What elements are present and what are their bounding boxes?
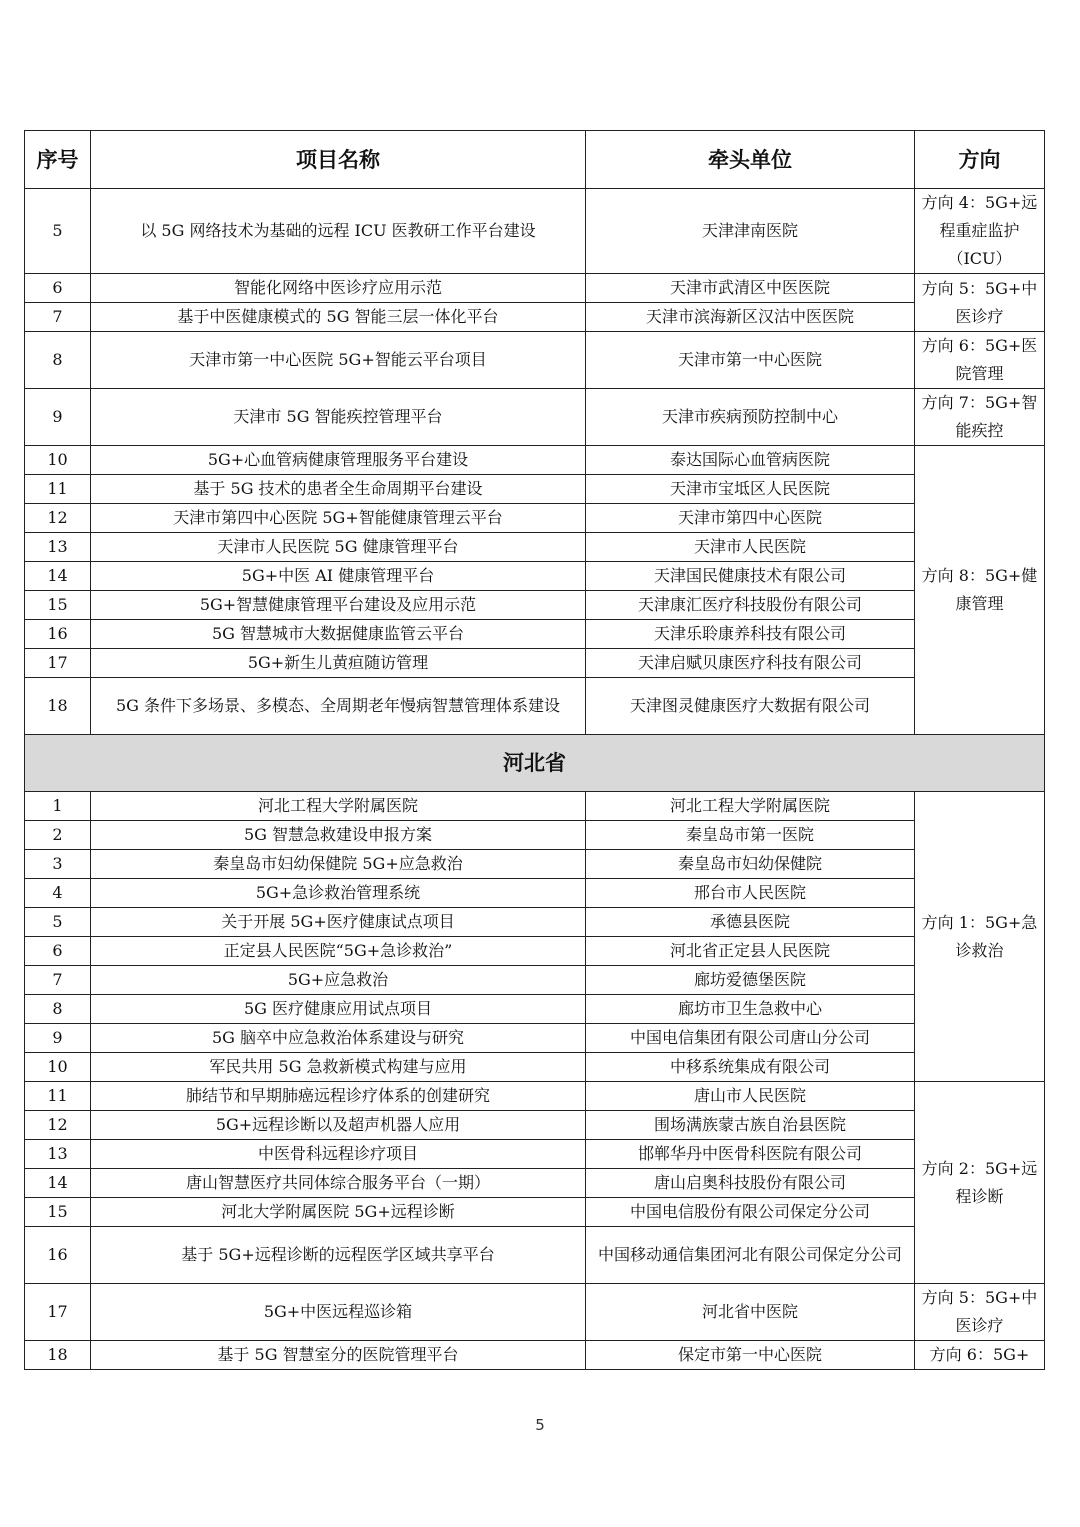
cell-project-name: 天津市人民医院 5G 健康管理平台	[91, 533, 586, 562]
cell-lead-unit: 邯郸华丹中医骨科医院有限公司	[586, 1140, 915, 1169]
cell-seq: 14	[25, 1169, 91, 1198]
table-row	[25, 1341, 1045, 1370]
table-row	[25, 1169, 1045, 1198]
cell-lead-unit: 河北工程大学附属医院	[586, 792, 915, 821]
cell-lead-unit: 天津市疾病预防控制中心	[586, 389, 915, 446]
cell-lead-unit: 河北省中医院	[586, 1284, 915, 1341]
cell-lead-unit: 天津国民健康技术有限公司	[586, 562, 915, 591]
cell-lead-unit: 廊坊爱德堡医院	[586, 966, 915, 995]
cell-seq: 8	[25, 332, 91, 389]
cell-project-name: 正定县人民医院“5G+急诊救治”	[91, 937, 586, 966]
cell-project-name: 基于 5G+远程诊断的远程医学区域共享平台	[91, 1227, 586, 1284]
cell-seq: 17	[25, 649, 91, 678]
cell-seq: 10	[25, 446, 91, 475]
cell-lead-unit: 中移系统集成有限公司	[586, 1053, 915, 1082]
table-row	[25, 1082, 1045, 1111]
table-row	[25, 562, 1045, 591]
table-row	[25, 966, 1045, 995]
header-seq: 序号	[25, 131, 91, 189]
cell-lead-unit: 天津市宝坻区人民医院	[586, 475, 915, 504]
table-row	[25, 591, 1045, 620]
cell-project-name: 天津市第四中心医院 5G+智能健康管理云平台	[91, 504, 586, 533]
table-row	[25, 504, 1045, 533]
table-row	[25, 937, 1045, 966]
cell-direction: 方向 8：5G+健康管理	[915, 446, 1045, 735]
cell-lead-unit: 廊坊市卫生急救中心	[586, 995, 915, 1024]
cell-lead-unit: 天津市武清区中医医院	[586, 274, 915, 303]
page-number: 5	[535, 1416, 545, 1434]
cell-lead-unit: 天津市人民医院	[586, 533, 915, 562]
cell-project-name: 关于开展 5G+医疗健康试点项目	[91, 908, 586, 937]
cell-seq: 6	[25, 937, 91, 966]
table-row	[25, 332, 1045, 389]
cell-seq: 16	[25, 1227, 91, 1284]
cell-project-name: 河北工程大学附属医院	[91, 792, 586, 821]
header-direction: 方向	[915, 131, 1045, 189]
cell-seq: 2	[25, 821, 91, 850]
table-row	[25, 908, 1045, 937]
cell-project-name: 5G+应急救治	[91, 966, 586, 995]
cell-project-name: 河北大学附属医院 5G+远程诊断	[91, 1198, 586, 1227]
cell-seq: 7	[25, 966, 91, 995]
cell-seq: 12	[25, 1111, 91, 1140]
cell-direction: 方向 4：5G+远程重症监护（ICU）	[915, 189, 1045, 274]
cell-project-name: 5G+新生儿黄疸随访管理	[91, 649, 586, 678]
cell-lead-unit: 围场满族蒙古族自治县医院	[586, 1111, 915, 1140]
cell-project-name: 秦皇岛市妇幼保健院 5G+应急救治	[91, 850, 586, 879]
table-row	[25, 1111, 1045, 1140]
project-table	[24, 130, 1045, 1370]
cell-direction: 方向 6：5G+医院管理	[915, 332, 1045, 389]
cell-seq: 5	[25, 189, 91, 274]
cell-direction: 方向 2：5G+远程诊断	[915, 1082, 1045, 1284]
table-row	[25, 274, 1045, 303]
table-row	[25, 821, 1045, 850]
cell-seq: 13	[25, 533, 91, 562]
table-row	[25, 533, 1045, 562]
table-header-row	[25, 131, 1045, 189]
cell-lead-unit: 天津市第一中心医院	[586, 332, 915, 389]
cell-seq: 18	[25, 678, 91, 735]
cell-project-name: 5G 医疗健康应用试点项目	[91, 995, 586, 1024]
cell-seq: 9	[25, 1024, 91, 1053]
cell-seq: 5	[25, 908, 91, 937]
table-row	[25, 446, 1045, 475]
cell-project-name: 基于中医健康模式的 5G 智能三层一体化平台	[91, 303, 586, 332]
cell-seq: 13	[25, 1140, 91, 1169]
table-row	[25, 1198, 1045, 1227]
cell-seq: 17	[25, 1284, 91, 1341]
cell-direction: 方向 1：5G+急诊救治	[915, 792, 1045, 1082]
table-row	[25, 649, 1045, 678]
cell-project-name: 5G+急诊救治管理系统	[91, 879, 586, 908]
cell-seq: 7	[25, 303, 91, 332]
cell-project-name: 唐山智慧医疗共同体综合服务平台（一期）	[91, 1169, 586, 1198]
table-row	[25, 303, 1045, 332]
header-lead-unit: 牵头单位	[586, 131, 915, 189]
cell-lead-unit: 唐山市人民医院	[586, 1082, 915, 1111]
cell-lead-unit: 保定市第一中心医院	[586, 1341, 915, 1370]
cell-project-name: 5G+中医远程巡诊箱	[91, 1284, 586, 1341]
table-row	[25, 189, 1045, 274]
cell-lead-unit: 唐山启奥科技股份有限公司	[586, 1169, 915, 1198]
table-row	[25, 1140, 1045, 1169]
cell-lead-unit: 中国电信股份有限公司保定分公司	[586, 1198, 915, 1227]
cell-seq: 11	[25, 1082, 91, 1111]
cell-lead-unit: 秦皇岛市第一医院	[586, 821, 915, 850]
cell-direction: 方向 6：5G+	[915, 1341, 1045, 1370]
cell-seq: 16	[25, 620, 91, 649]
section-title-hebei: 河北省	[25, 735, 1045, 792]
cell-lead-unit: 天津图灵健康医疗大数据有限公司	[586, 678, 915, 735]
table-row	[25, 1024, 1045, 1053]
table-row	[25, 879, 1045, 908]
cell-seq: 15	[25, 1198, 91, 1227]
section-row	[25, 735, 1045, 792]
header-project-name: 项目名称	[91, 131, 586, 189]
table-row	[25, 620, 1045, 649]
cell-seq: 14	[25, 562, 91, 591]
table-row	[25, 1053, 1045, 1082]
cell-project-name: 基于 5G 智慧室分的医院管理平台	[91, 1341, 586, 1370]
cell-project-name: 以 5G 网络技术为基础的远程 ICU 医教研工作平台建设	[91, 189, 586, 274]
cell-project-name: 肺结节和早期肺癌远程诊疗体系的创建研究	[91, 1082, 586, 1111]
cell-lead-unit: 天津市第四中心医院	[586, 504, 915, 533]
cell-lead-unit: 天津市滨海新区汉沽中医医院	[586, 303, 915, 332]
cell-direction: 方向 7：5G+智能疾控	[915, 389, 1045, 446]
cell-seq: 9	[25, 389, 91, 446]
cell-project-name: 基于 5G 技术的患者全生命周期平台建设	[91, 475, 586, 504]
cell-lead-unit: 天津启赋贝康医疗科技有限公司	[586, 649, 915, 678]
cell-project-name: 智能化网络中医诊疗应用示范	[91, 274, 586, 303]
cell-seq: 11	[25, 475, 91, 504]
cell-project-name: 军民共用 5G 急救新模式构建与应用	[91, 1053, 586, 1082]
cell-lead-unit: 邢台市人民医院	[586, 879, 915, 908]
cell-project-name: 5G+中医 AI 健康管理平台	[91, 562, 586, 591]
cell-lead-unit: 泰达国际心血管病医院	[586, 446, 915, 475]
cell-project-name: 5G 智慧城市大数据健康监管云平台	[91, 620, 586, 649]
cell-lead-unit: 中国移动通信集团河北有限公司保定分公司	[586, 1227, 915, 1284]
table-row	[25, 1227, 1045, 1284]
cell-project-name: 5G+远程诊断以及超声机器人应用	[91, 1111, 586, 1140]
cell-lead-unit: 天津乐聆康养科技有限公司	[586, 620, 915, 649]
cell-direction: 方向 5：5G+中医诊疗	[915, 1284, 1045, 1341]
table-row	[25, 389, 1045, 446]
cell-project-name: 5G 智慧急救建设申报方案	[91, 821, 586, 850]
cell-lead-unit: 河北省正定县人民医院	[586, 937, 915, 966]
cell-direction: 方向 5：5G+中医诊疗	[915, 274, 1045, 332]
cell-seq: 4	[25, 879, 91, 908]
cell-seq: 6	[25, 274, 91, 303]
cell-lead-unit: 承德县医院	[586, 908, 915, 937]
table-row	[25, 475, 1045, 504]
cell-project-name: 5G 脑卒中应急救治体系建设与研究	[91, 1024, 586, 1053]
cell-project-name: 天津市第一中心医院 5G+智能云平台项目	[91, 332, 586, 389]
cell-seq: 10	[25, 1053, 91, 1082]
cell-seq: 3	[25, 850, 91, 879]
cell-lead-unit: 天津津南医院	[586, 189, 915, 274]
table-row	[25, 792, 1045, 821]
cell-seq: 1	[25, 792, 91, 821]
cell-project-name: 天津市 5G 智能疾控管理平台	[91, 389, 586, 446]
cell-project-name: 5G 条件下多场景、多模态、全周期老年慢病智慧管理体系建设	[91, 678, 586, 735]
table-row	[25, 850, 1045, 879]
cell-seq: 12	[25, 504, 91, 533]
table-row	[25, 995, 1045, 1024]
cell-project-name: 5G+心血管病健康管理服务平台建设	[91, 446, 586, 475]
cell-lead-unit: 天津康汇医疗科技股份有限公司	[586, 591, 915, 620]
table-row	[25, 1284, 1045, 1341]
cell-project-name: 中医骨科远程诊疗项目	[91, 1140, 586, 1169]
cell-seq: 8	[25, 995, 91, 1024]
cell-seq: 18	[25, 1341, 91, 1370]
table-row	[25, 678, 1045, 735]
cell-seq: 15	[25, 591, 91, 620]
cell-project-name: 5G+智慧健康管理平台建设及应用示范	[91, 591, 586, 620]
cell-lead-unit: 中国电信集团有限公司唐山分公司	[586, 1024, 915, 1053]
cell-lead-unit: 秦皇岛市妇幼保健院	[586, 850, 915, 879]
